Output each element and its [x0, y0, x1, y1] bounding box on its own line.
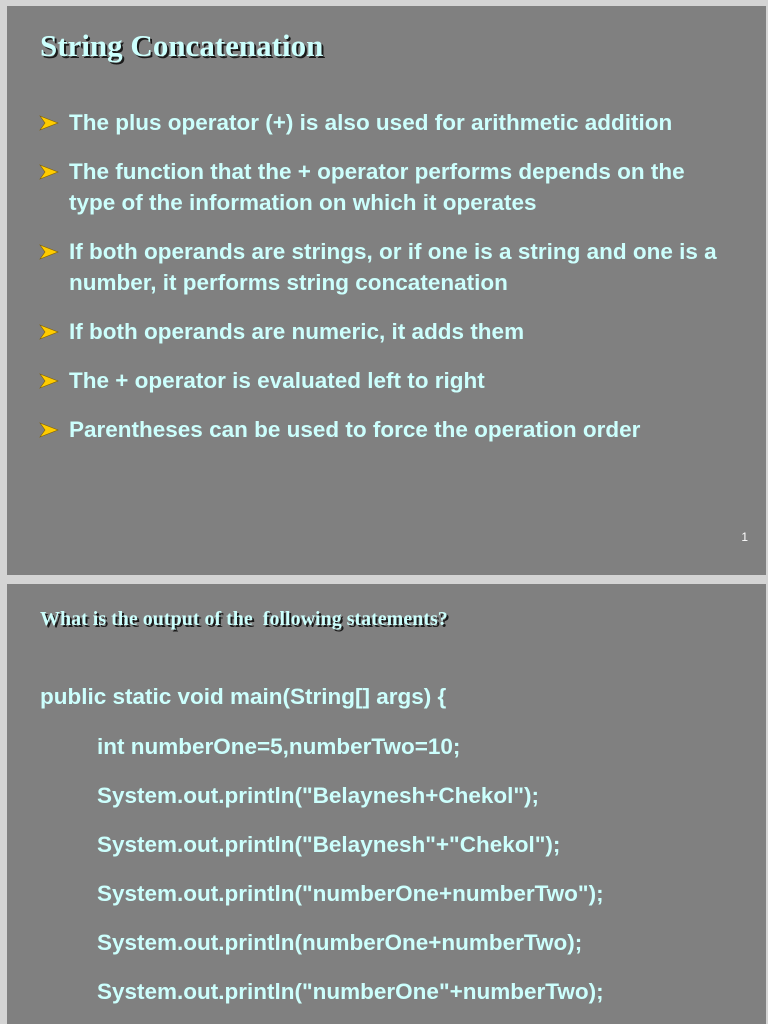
- code-line: System.out.println("Belaynesh"+"Chekol");: [97, 832, 561, 857]
- arrow-bullet-icon: [39, 164, 59, 180]
- bullet-text: The function that the + operator performs depends on the type of the information on which it operates: [69, 159, 685, 215]
- question-title: What is the output of the following statements?: [40, 608, 448, 630]
- arrow-bullet-icon: [39, 422, 59, 438]
- bullet-text: The plus operator (+) is also used for arithmetic addition: [69, 110, 673, 135]
- code-line: public static void main(String[] args) {: [40, 684, 447, 709]
- bullet-text: If both operands are strings, or if one is a string and one is a number, it performs string concatenation: [69, 239, 717, 295]
- bullet-item: [37, 414, 737, 445]
- slide-title: String Concatenation: [40, 28, 324, 63]
- bullet-item: [37, 107, 737, 138]
- bullet-text: Parentheses can be used to force the operation order: [69, 417, 641, 442]
- arrow-bullet-icon: [39, 244, 59, 260]
- code-line: System.out.println(numberOne+numberTwo);: [97, 930, 583, 955]
- slide-1: [7, 6, 766, 575]
- bullet-item: [37, 156, 737, 218]
- code-line: int numberOne=5,numberTwo=10;: [97, 734, 461, 759]
- code-line: System.out.println("numberOne"+numberTwo);: [97, 979, 604, 1004]
- bullet-item: [37, 365, 737, 396]
- arrow-bullet-icon: [39, 324, 59, 340]
- slide-2: [7, 584, 766, 1024]
- arrow-bullet-icon: [39, 115, 59, 131]
- arrow-bullet-icon: [39, 373, 59, 389]
- code-line: System.out.println("Belaynesh+Chekol");: [97, 783, 540, 808]
- bullet-list: [37, 107, 737, 463]
- bullet-text: The + operator is evaluated left to right: [69, 368, 485, 393]
- bullet-item: [37, 236, 737, 298]
- bullet-item: [37, 316, 737, 347]
- bullet-text: If both operands are numeric, it adds them: [69, 319, 525, 344]
- page-number: 1: [741, 530, 748, 544]
- code-line: System.out.println("numberOne+numberTwo");: [97, 881, 604, 906]
